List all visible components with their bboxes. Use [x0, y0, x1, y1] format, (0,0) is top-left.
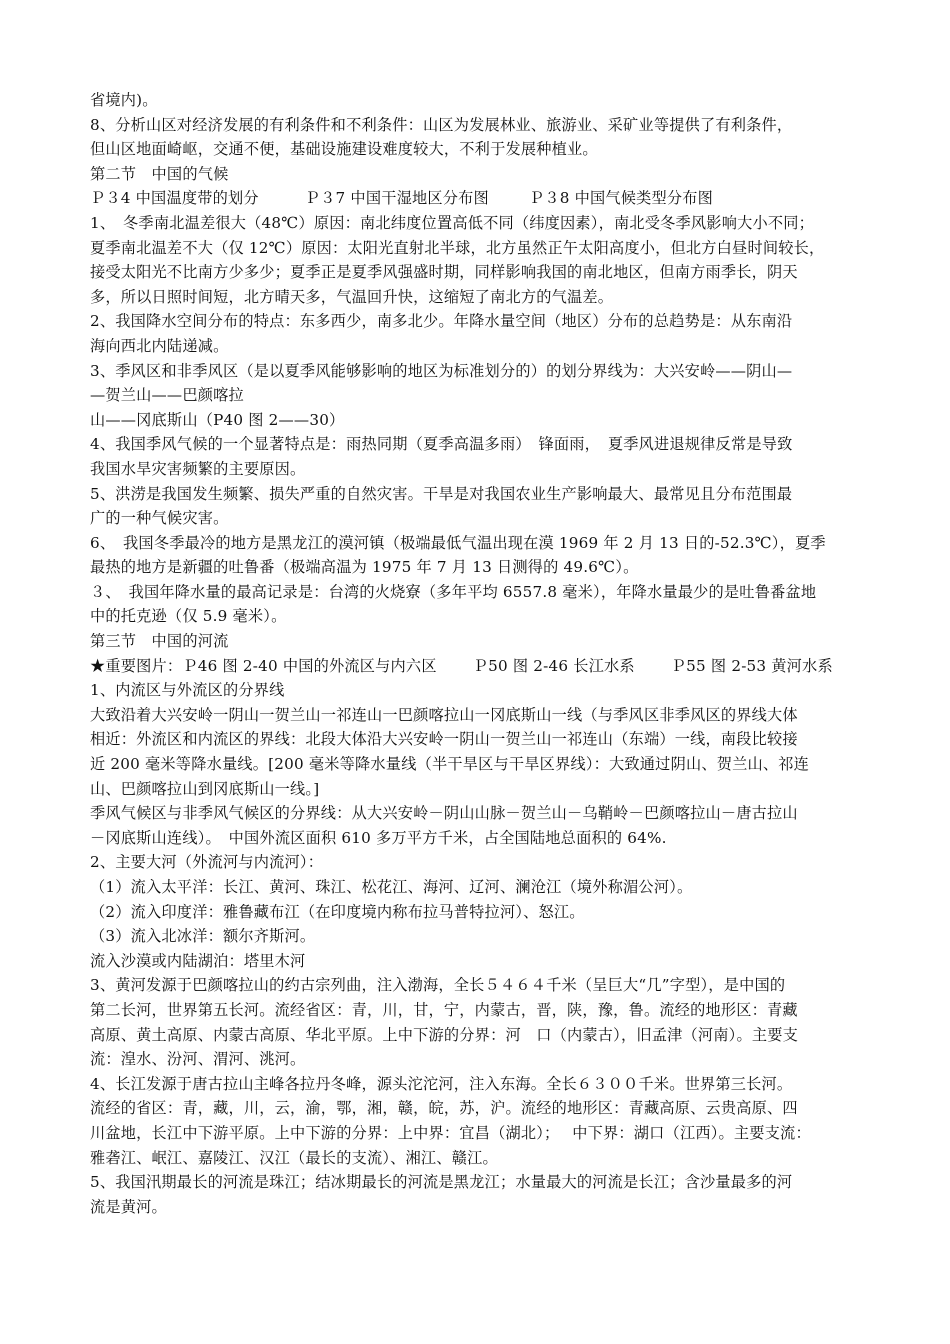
figure-reference: Ｐ３4 中国温度带的划分	[90, 189, 259, 208]
document-page	[90, 88, 870, 1219]
text-line: 雅砻江、岷江、嘉陵江、汉江（最长的支流）、湘江、赣江。	[90, 1148, 498, 1167]
text-line: 广的一种气候灾害。	[90, 509, 229, 528]
text-line: 1、内流区与外流区的分界线	[90, 681, 285, 700]
figure-reference: Ｐ55 图 2-53 黄河水系	[670, 656, 833, 675]
text-line: 8、分析山区对经济发展的有利条件和不利条件：山区为发展林业、旅游业、采矿业等提供了有利条件，	[90, 115, 793, 134]
text-line: 6、 我国冬季最冷的地方是黑龙江的漠河镇（极端最低气温出现在漠 1969 年 2 月 13 日的-52.3℃），夏季	[90, 533, 826, 552]
text-line: —贺兰山——巴颜喀拉	[90, 386, 244, 405]
text-line: （2）流入印度洋：雅鲁藏布江（在印度境内称布拉马普特拉河）、怒江。	[90, 902, 585, 921]
figure-reference: Ｐ50 图 2-46 长江水系	[472, 656, 635, 675]
text-line: ３、 我国年降水量的最高记录是：台湾的火烧寮（多年平均 6557.8 毫米），年降水量最少的是吐鲁番盆地	[90, 582, 817, 601]
text-line: （1）流入太平洋：长江、黄河、珠江、松花江、海河、辽河、澜沧江（境外称湄公河）。	[90, 878, 693, 896]
text-line: 川盆地，长江中下游平原。上中下游的分界：上中界：宜昌（湖北）； 中下界：湖口（江西）。主要支流：	[90, 1123, 811, 1142]
text-line: 流入沙漠或内陆湖泊：塔里木河	[90, 951, 306, 970]
text-line: 但山区地面崎岖，交通不便，基础设施建设难度较大，不利于发展种植业。	[90, 140, 598, 159]
text-line: 夏季南北温差不大（仅 12℃）原因：太阳光直射北半球，北方虽然正午太阳高度小，但北方白昼时间较长，	[90, 238, 825, 257]
text-line: 大致沿着大兴安岭一阴山一贺兰山一祁连山一巴颜喀拉山一冈底斯山一线（与季风区非季风区的界线大体	[90, 705, 798, 724]
text-line: 5、洪涝是我国发生频繁、损失严重的自然灾害。干旱是对我国农业生产影响最大、最常见且分布范围最	[90, 484, 793, 503]
text-line: 海向西北内陆递减。	[90, 336, 229, 355]
text-line: 1、 冬季南北温差很大（48℃）原因：南北纬度位置高低不同（纬度因素），南北受冬季风影响大小不同；	[90, 213, 815, 232]
text-line: 2、主要大河（外流河与内流河）：	[90, 853, 324, 872]
text-line: 山——冈底斯山（P40 图 2——30）	[90, 410, 345, 429]
section-heading: 第三节 中国的河流	[90, 632, 229, 651]
text-line: 2、我国降水空间分布的特点：东多西少，南多北少。年降水量空间（地区）分布的总趋势是：从东南沿	[90, 312, 793, 331]
text-line: 最热的地方是新疆的吐鲁番（极端高温为 1975 年 7 月 13 日测得的 49.6℃）。	[90, 558, 639, 577]
text-line: 我国水旱灾害频繁的主要原因。	[90, 459, 306, 478]
text-line: 3、黄河发源于巴颜喀拉山的约古宗列曲，注入渤海，全长５４６４千米（呈巨大“几”字型），是中国的	[90, 976, 786, 995]
text-line: 3、季风区和非季风区（是以夏季风能够影响的地区为标准划分的）的划分界线为：大兴安岭——阴山—	[90, 361, 793, 380]
text-line: 流：湟水、汾河、渭河、洮河。	[90, 1050, 306, 1069]
text-line: 第二长河，世界第五长河。流经省区：青，川，甘，宁，内蒙古，晋，陕，豫，鲁。流经的地形区：青藏	[90, 1000, 798, 1019]
text-line: 省境内)。	[90, 91, 158, 109]
text-line: 高原、黄土高原、内蒙古高原、华北平原。上中下游的分界：河 口（内蒙古），旧孟津（河南）。主要支	[90, 1025, 799, 1044]
figure-reference: Ｐ３8 中国气候类型分布图	[528, 189, 714, 208]
section-heading: 第二节 中国的气候	[90, 164, 229, 183]
text-line: 山、巴颜喀拉山到冈底斯山一线。]	[90, 779, 320, 798]
text-line: 多，所以日照时间短，北方晴天多，气温回升快，这缩短了南北方的气温差。	[90, 287, 614, 306]
text-line: 中的托克逊（仅 5.9 毫米）。	[90, 607, 287, 626]
text-line: 4、我国季风气候的一个显著特点是：雨热同期（夏季高温多雨） 锋面雨， 夏季风进退规律反常是导致	[90, 435, 793, 454]
text-line: 5、我国汛期最长的河流是珠江；结冰期最长的河流是黑龙江；水量最大的河流是长江；含沙量最多的河	[90, 1173, 793, 1192]
figure-reference-row	[90, 654, 870, 679]
figure-reference: ★重要图片：Ｐ46 图 2-40 中国的外流区与内六区	[90, 656, 437, 675]
text-line: 流是黄河。	[90, 1197, 167, 1216]
figure-reference: Ｐ３7 中国干湿地区分布图	[304, 189, 489, 208]
text-line: 接受太阳光不比南方少多少；夏季正是夏季风强盛时期，同样影响我国的南北地区，但南方雨季长，阴天	[90, 263, 798, 282]
text-line: 季风气候区与非季风气候区的分界线：从大兴安岭－阴山山脉－贺兰山－乌鞘岭－巴颜喀拉山－唐古拉山	[90, 804, 798, 823]
text-line: 相近：外流区和内流区的界线：北段大体沿大兴安岭一阴山一贺兰山一祁连山（东端）一线，南段比较接	[90, 730, 798, 749]
text-line: －冈底斯山连线）。 中国外流区面积 610 多万平方千米，占全国陆地总面积的 64%.	[90, 828, 667, 847]
figure-reference-row	[90, 186, 870, 211]
text-line: 4、长江发源于唐古拉山主峰各拉丹冬峰，源头沱沱河，注入东海。全长６３００千米。世界第三长河。	[90, 1074, 793, 1093]
text-line: 近 200 毫米等降水量线。[200 毫米等降水量线（半干旱区与干旱区界线）：大致通过阴山、贺兰山、祁连	[90, 755, 810, 774]
text-line: （3）流入北冰洋：额尔齐斯河。	[90, 927, 316, 946]
text-line: 流经的省区：青，藏，川，云，渝，鄂，湘，赣，皖，苏，沪。流经的地形区：青藏高原、云贵高原、四	[90, 1099, 798, 1118]
